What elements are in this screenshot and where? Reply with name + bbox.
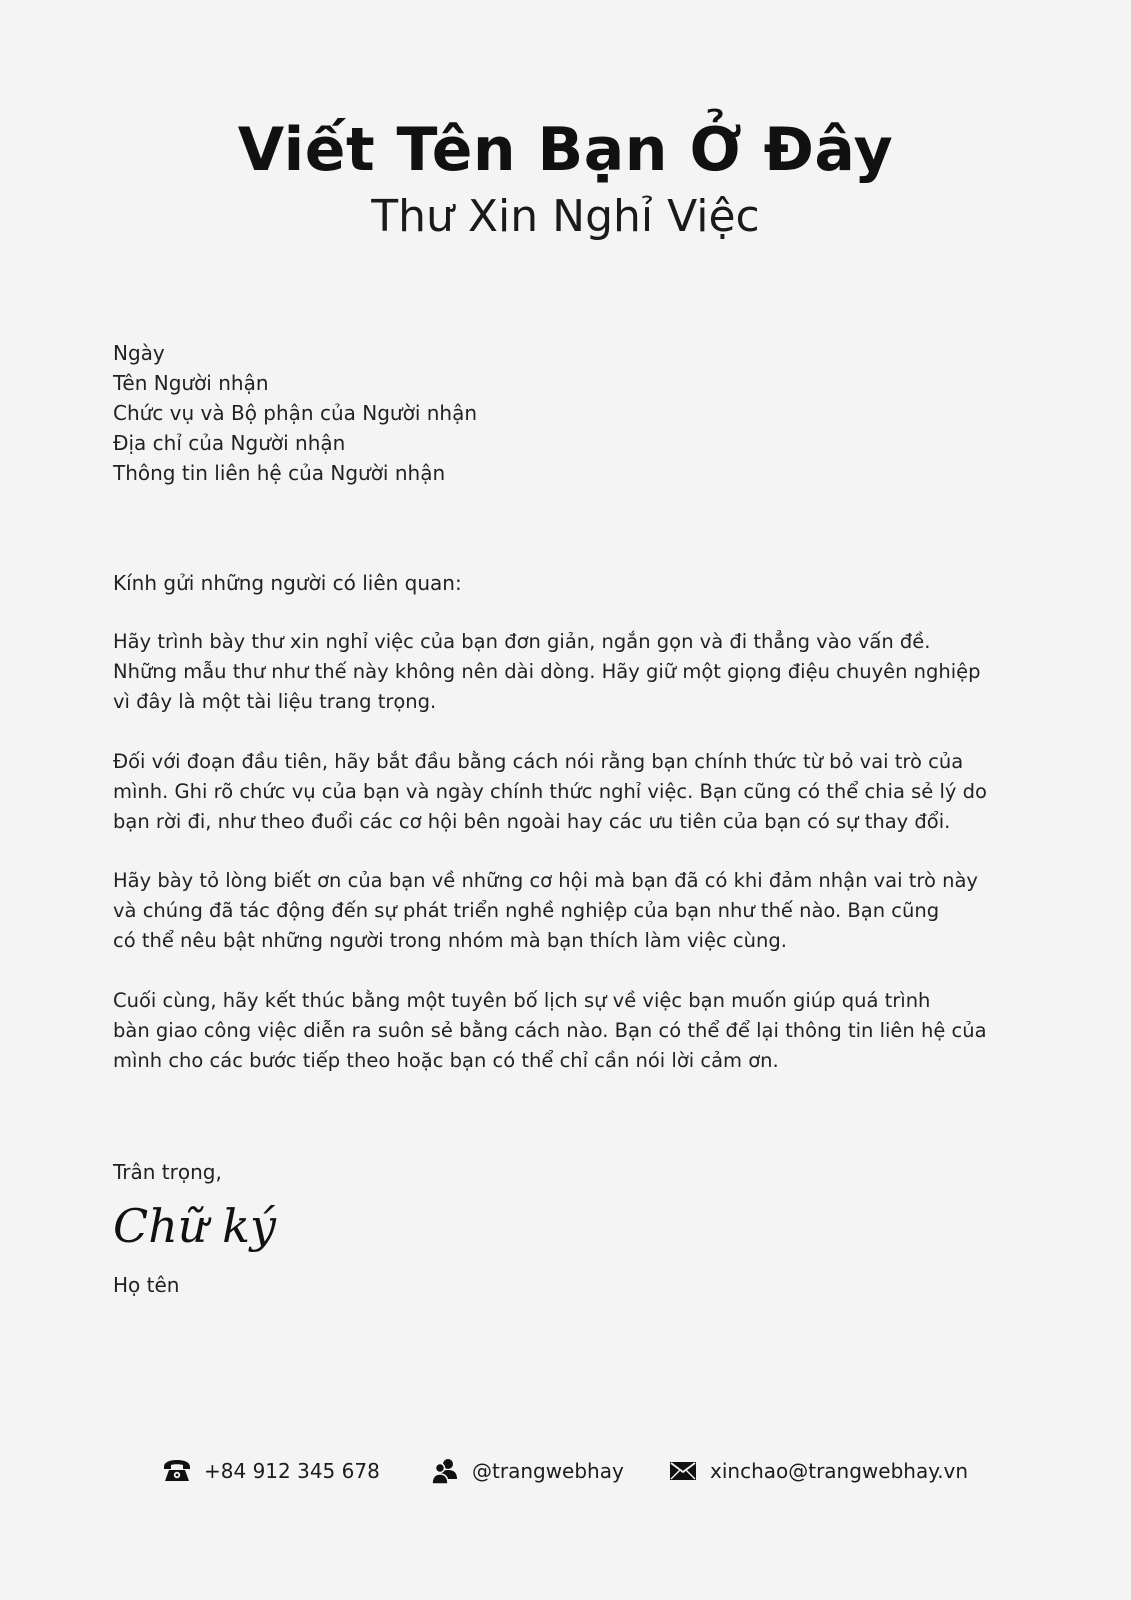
- paragraph-line: bạn rời đi, như theo đuổi các cơ hội bên ngoài hay các ưu tiên của bạn có sự thay đổi.: [113, 810, 951, 833]
- contact-social: [430, 1456, 624, 1486]
- envelope-icon: [668, 1456, 698, 1486]
- contact-footer: [0, 1456, 1131, 1492]
- body-paragraph-4: [113, 986, 1013, 1076]
- closing-phrase: Trân trọng,: [113, 1160, 222, 1184]
- body-paragraph-1: [113, 627, 1013, 717]
- paragraph-line: Những mẫu thư như thế này không nên dài dòng. Hãy giữ một giọng điệu chuyên nghiệp: [113, 660, 981, 683]
- paragraph-line: Hãy trình bày thư xin nghỉ việc của bạn đơn giản, ngắn gọn và đi thẳng vào vấn đề.: [113, 630, 931, 653]
- body-paragraph-3: [113, 866, 1013, 956]
- paragraph-line: vì đây là một tài liệu trang trọng.: [113, 690, 437, 713]
- paragraph-line: Hãy bày tỏ lòng biết ơn của bạn về những cơ hội mà bạn đã có khi đảm nhận vai trò này: [113, 869, 978, 892]
- phone-icon: [162, 1456, 192, 1486]
- salutation: Kính gửi những người có liên quan:: [113, 571, 462, 595]
- social-handle: @trangwebhay: [472, 1459, 624, 1483]
- paragraph-line: có thể nêu bật những người trong nhóm mà bạn thích làm việc cùng.: [113, 929, 787, 952]
- signature: Chữ ký: [113, 1199, 276, 1253]
- recipient-position: Chức vụ và Bộ phận của Người nhận: [113, 401, 478, 425]
- paragraph-line: bàn giao công việc diễn ra suôn sẻ bằng cách nào. Bạn có thể để lại thông tin liên hệ của: [113, 1019, 987, 1042]
- recipient-name: Tên Người nhận: [113, 371, 269, 395]
- body-paragraph-2: [113, 747, 1013, 837]
- contact-email: [668, 1456, 968, 1486]
- email-address: xinchao@trangwebhay.vn: [710, 1459, 969, 1483]
- recipient-address: Địa chỉ của Người nhận: [113, 431, 346, 455]
- full-name: Họ tên: [113, 1273, 180, 1297]
- sender-name: Viết Tên Bạn Ở Đây: [237, 115, 894, 185]
- document-title: Thư Xin Nghỉ Việc: [371, 191, 760, 242]
- phone-number: +84 912 345 678: [204, 1459, 380, 1483]
- recipient-date: Ngày: [113, 341, 165, 365]
- contact-phone: [162, 1456, 380, 1486]
- users-icon: [430, 1456, 460, 1486]
- paragraph-line: mình cho các bước tiếp theo hoặc bạn có thể chỉ cần nói lời cảm ơn.: [113, 1049, 779, 1072]
- paragraph-line: và chúng đã tác động đến sự phát triển nghề nghiệp của bạn như thế nào. Bạn cũng: [113, 899, 940, 922]
- paragraph-line: Đối với đoạn đầu tiên, hãy bắt đầu bằng cách nói rằng bạn chính thức từ bỏ vai trò của: [113, 750, 964, 773]
- paragraph-line: Cuối cùng, hãy kết thúc bằng một tuyên bố lịch sự về việc bạn muốn giúp quá trình: [113, 989, 931, 1012]
- recipient-contact: Thông tin liên hệ của Người nhận: [113, 461, 446, 485]
- paragraph-line: mình. Ghi rõ chức vụ của bạn và ngày chính thức nghỉ việc. Bạn cũng có thể chia sẻ lý do: [113, 780, 987, 803]
- recipient-block: [113, 338, 477, 488]
- letter-header: [0, 112, 1131, 244]
